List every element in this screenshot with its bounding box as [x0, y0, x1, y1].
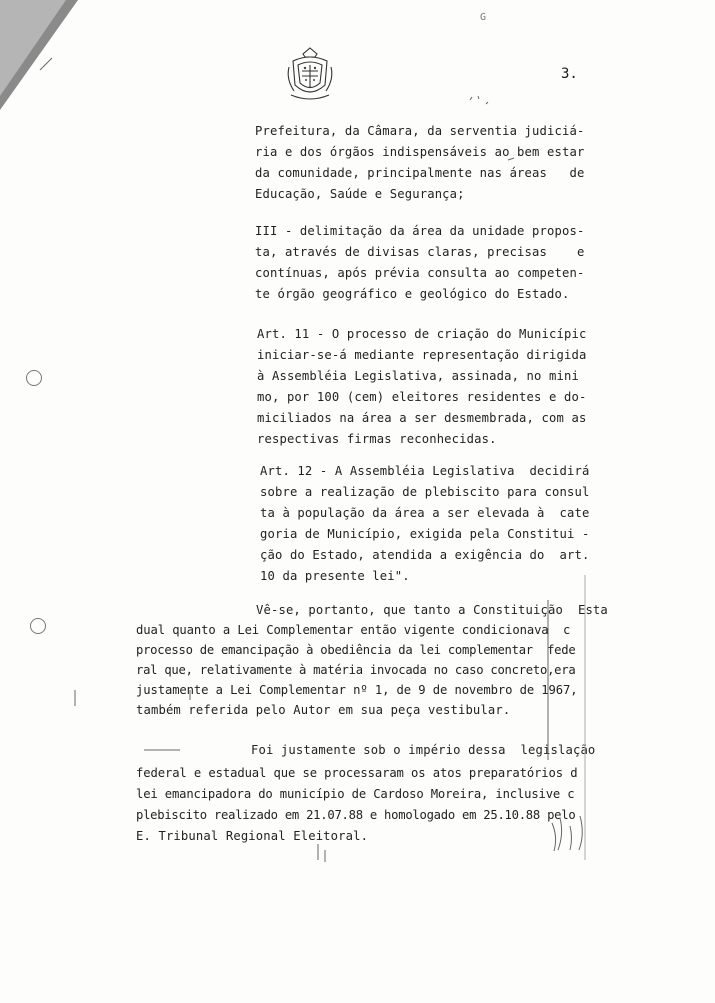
- text-line: 10 da presente lei".: [260, 569, 410, 583]
- text-line: Vê-se, portanto, que tanto a Constituição Esta: [256, 603, 608, 617]
- text-line: miciliados na área a ser desmembrada, com as: [257, 411, 587, 425]
- text-line: à Assembléia Legislativa, assinada, no mini: [257, 369, 579, 383]
- text-line: ta, através de divisas claras, precisas e: [255, 245, 585, 259]
- text-line: dual quanto a Lei Complementar então vigente condicionava c: [136, 623, 571, 637]
- text-line: Foi justamente sob o império dessa legislação: [251, 743, 596, 757]
- text-line: ral que, relativamente à matéria invocada no caso concreto,era: [136, 663, 576, 677]
- text-line: sobre a realização de plebiscito para consul: [260, 485, 590, 499]
- page-number: 3.: [561, 66, 578, 82]
- text-line: E. Tribunal Regional Eleitoral.: [136, 829, 369, 843]
- text-line: também referida pelo Autor em sua peça vestibular.: [136, 703, 511, 717]
- text-line: Art. 11 - O processo de criação do Municípic: [257, 327, 587, 341]
- text-line: processo de emancipação à obediência da lei complementar fede: [136, 643, 576, 657]
- text-line: ção do Estado, atendida a exigência do art.: [260, 548, 590, 562]
- text-line: ria e dos órgãos indispensáveis ao bem estar: [255, 145, 585, 159]
- top-mark: G: [480, 12, 487, 23]
- text-line: goria de Município, exigida pela Constitui -: [260, 527, 590, 541]
- text-line: III - delimitação da área da unidade propos-: [255, 224, 585, 238]
- text-line: iniciar-se-á mediante representação dirigida: [257, 348, 587, 362]
- text-line: mo, por 100 (cem) eleitores residentes e do-: [257, 390, 587, 404]
- text-line: plebiscito realizado em 21.07.88 e homologado em 25.10.88 pelo: [136, 808, 576, 822]
- text-line: respectivas firmas reconhecidas.: [257, 432, 497, 446]
- text-line: lei emancipadora do município de Cardoso Moreira, inclusive c: [136, 787, 575, 801]
- text-line: Educação, Saúde e Segurança;: [255, 187, 465, 201]
- text-line: justamente a Lei Complementar nº 1, de 9 de novembro de 1967,: [136, 683, 578, 697]
- text-line: Art. 12 - A Assembléia Legislativa decidirá: [260, 464, 590, 478]
- text-line: contínuas, após prévia consulta ao competen-: [255, 266, 585, 280]
- text-line: da comunidade, principalmente nas áreas de: [255, 166, 585, 180]
- text-line: te órgão geográfico e geológico do Estado.: [255, 287, 570, 301]
- text-line: Prefeitura, da Câmara, da serventia judiciá-: [255, 124, 585, 138]
- text-line: ta à população da área a ser elevada à cate: [260, 506, 590, 520]
- text-line: federal e estadual que se processaram os atos preparatórios d: [136, 766, 578, 780]
